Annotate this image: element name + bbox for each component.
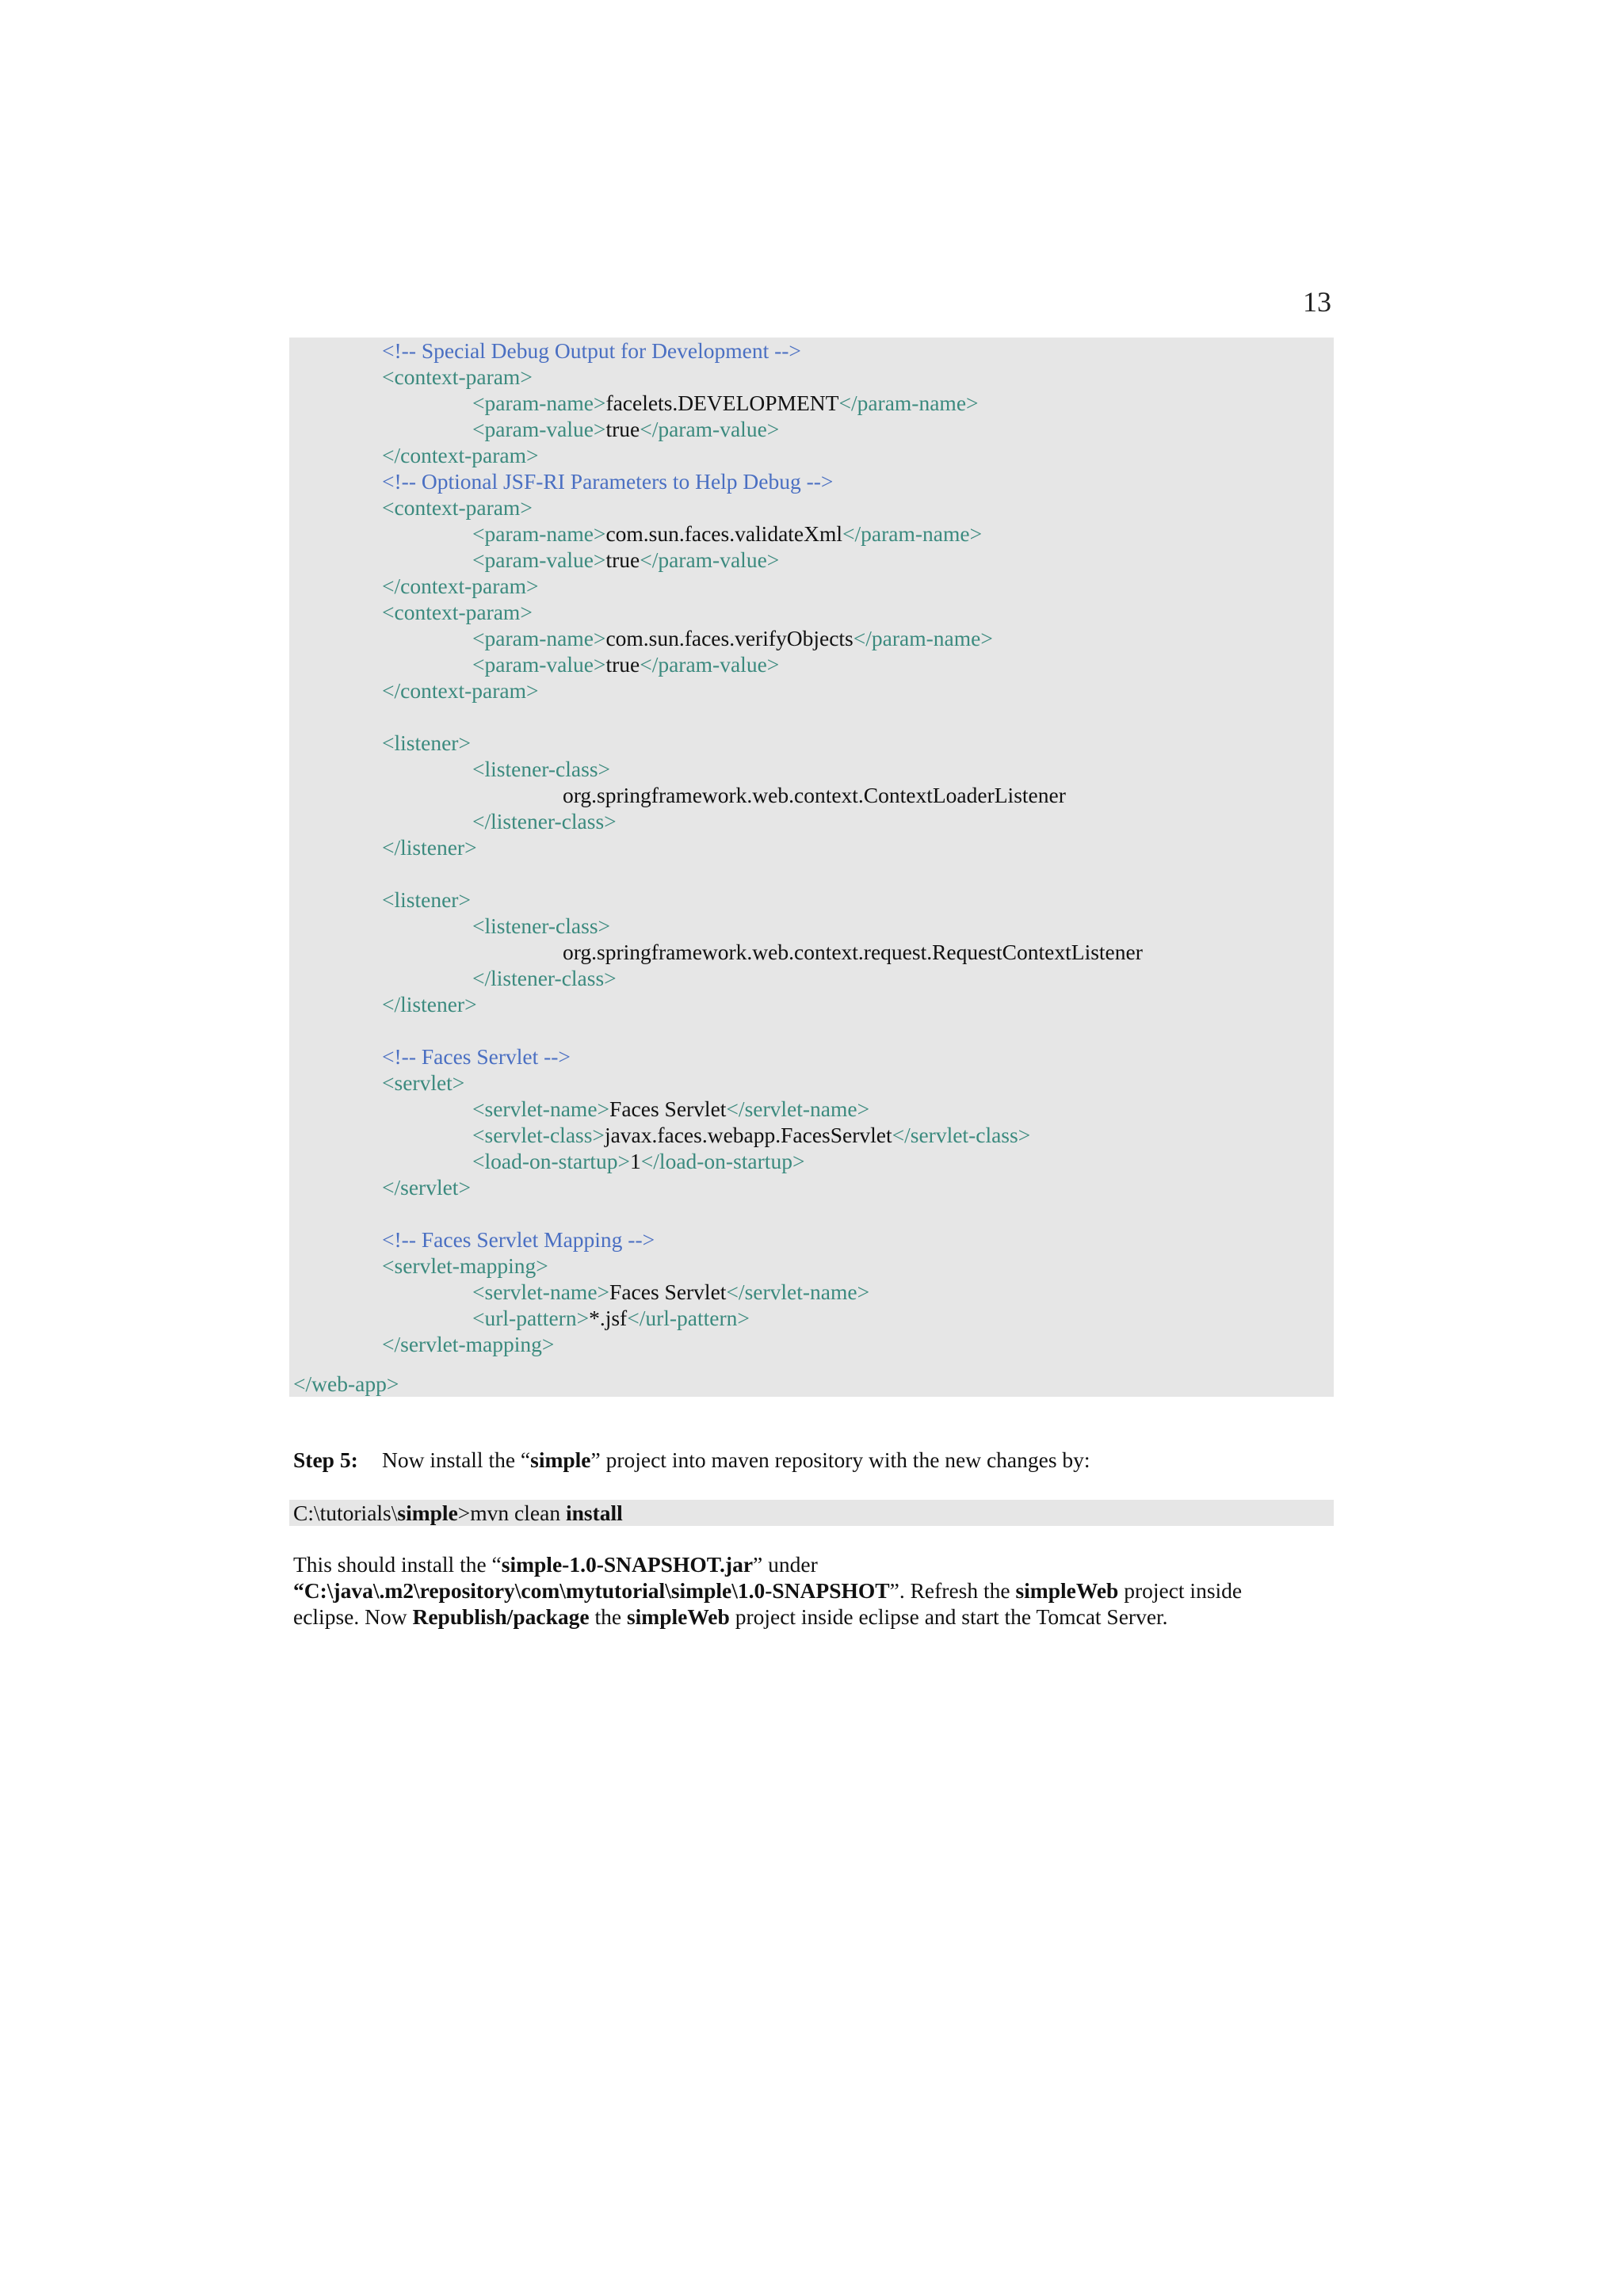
code-line: <context-param> — [382, 600, 533, 624]
code-close-tag: </param-value> — [640, 417, 780, 441]
paragraph-line — [293, 1604, 1339, 1630]
step-text: ” project into maven repository with the new changes by: — [590, 1447, 1090, 1472]
code-value: facelets.DEVELOPMENT — [605, 391, 839, 415]
para-action: Republish/package — [412, 1604, 590, 1629]
code-line — [472, 1122, 1030, 1148]
code-open-tag: <param-value> — [472, 417, 606, 441]
code-line: </context-param> — [382, 678, 539, 703]
command-project: simple — [397, 1501, 458, 1525]
code-line — [472, 625, 993, 651]
code-line: <context-param> — [382, 495, 533, 520]
para-project-name: simpleWeb — [626, 1604, 730, 1629]
code-line — [472, 1305, 750, 1331]
command-path: C:\tutorials\ — [293, 1501, 398, 1525]
para-text: This should install the “ — [293, 1552, 502, 1577]
code-line: </listener> — [382, 835, 477, 860]
step-5-instruction — [293, 1447, 1339, 1473]
code-close-tag: </param-name> — [838, 391, 979, 415]
step-text: Now install the “ — [382, 1447, 531, 1472]
code-line: </servlet-mapping> — [382, 1332, 555, 1356]
para-text: the — [589, 1604, 627, 1629]
code-close-tag: </load-on-startup> — [640, 1149, 805, 1173]
code-open-tag: <servlet-name> — [472, 1097, 610, 1121]
code-line: </listener-class> — [472, 966, 617, 990]
code-line: <servlet> — [382, 1070, 465, 1095]
code-comment: <!-- Special Debug Output for Development --> — [382, 338, 801, 363]
code-open-tag: <param-value> — [472, 547, 606, 572]
code-line: </servlet> — [382, 1175, 471, 1199]
code-value: org.springframework.web.context.ContextLoaderListener — [563, 783, 1066, 807]
code-value: *.jsf — [589, 1306, 628, 1330]
page-number: 13 — [1303, 286, 1331, 318]
command-text — [293, 1500, 623, 1526]
code-line: </web-app> — [293, 1371, 399, 1396]
code-value: org.springframework.web.context.request.RequestContextListener — [563, 940, 1143, 964]
code-open-tag: <param-name> — [472, 626, 606, 650]
code-line — [472, 1148, 804, 1174]
code-open-tag: <load-on-startup> — [472, 1149, 631, 1173]
code-comment: <!-- Faces Servlet Mapping --> — [382, 1227, 655, 1252]
command-mvn: >mvn clean — [457, 1501, 566, 1525]
code-line — [472, 1096, 869, 1122]
code-line — [472, 521, 982, 547]
code-line: </listener-class> — [472, 809, 617, 833]
para-text: ” under — [753, 1552, 818, 1577]
code-close-tag: </param-name> — [842, 521, 983, 546]
code-line: </context-param> — [382, 443, 539, 467]
code-close-tag: </param-value> — [640, 547, 780, 572]
code-open-tag: <param-name> — [472, 521, 606, 546]
code-line: <servlet-mapping> — [382, 1253, 548, 1278]
code-line: <listener> — [382, 730, 471, 755]
code-line — [472, 1279, 869, 1305]
para-repo-path: “C:\java\.m2\repository\com\mytutorial\simple\1.0-SNAPSHOT — [293, 1578, 890, 1603]
code-line — [472, 651, 779, 677]
code-line: <context-param> — [382, 364, 533, 389]
code-comment: <!-- Faces Servlet --> — [382, 1044, 571, 1069]
code-line: <listener-class> — [472, 913, 611, 938]
code-line: </listener> — [382, 992, 477, 1016]
code-close-tag: </servlet-name> — [726, 1097, 870, 1121]
step-project-name: simple — [530, 1447, 591, 1472]
code-value: 1 — [630, 1149, 641, 1173]
code-line: </context-param> — [382, 574, 539, 598]
paragraph-line — [293, 1577, 1339, 1604]
para-text: eclipse. Now — [293, 1604, 413, 1629]
code-value: javax.faces.webapp.FacesServlet — [604, 1123, 892, 1147]
step-label: Step 5: — [293, 1447, 358, 1472]
code-close-tag: </servlet-name> — [726, 1280, 870, 1304]
code-value: true — [605, 417, 640, 441]
para-text: project inside — [1118, 1578, 1243, 1603]
command-goal: install — [565, 1501, 623, 1525]
code-open-tag: <servlet-class> — [472, 1123, 605, 1147]
code-open-tag: <param-value> — [472, 652, 606, 677]
code-close-tag: </servlet-class> — [892, 1123, 1031, 1147]
code-value: true — [605, 547, 640, 572]
code-value: true — [605, 652, 640, 677]
para-text: ”. Refresh the — [889, 1578, 1016, 1603]
code-line: <listener-class> — [472, 757, 611, 781]
code-value: Faces Servlet — [609, 1097, 727, 1121]
code-open-tag: <url-pattern> — [472, 1306, 590, 1330]
para-project-name: simpleWeb — [1015, 1578, 1119, 1603]
code-line — [472, 547, 779, 573]
code-line: <listener> — [382, 887, 471, 912]
code-close-tag: </url-pattern> — [627, 1306, 750, 1330]
code-close-tag: </param-value> — [640, 652, 780, 677]
code-value: com.sun.faces.verifyObjects — [605, 626, 854, 650]
code-value: com.sun.faces.validateXml — [605, 521, 843, 546]
code-block — [289, 338, 1334, 1397]
code-open-tag: <param-name> — [472, 391, 606, 415]
para-jar-name: simple-1.0-SNAPSHOT.jar — [501, 1552, 754, 1577]
paragraph-line — [293, 1551, 1339, 1577]
command-line — [289, 1500, 1334, 1526]
code-value: Faces Servlet — [609, 1280, 727, 1304]
code-close-tag: </param-name> — [853, 626, 993, 650]
code-open-tag: <servlet-name> — [472, 1280, 610, 1304]
code-line — [472, 390, 979, 416]
para-text: project inside eclipse and start the Tomcat Server. — [729, 1604, 1168, 1629]
code-comment: <!-- Optional JSF-RI Parameters to Help Debug --> — [382, 469, 834, 494]
code-line — [472, 416, 779, 442]
